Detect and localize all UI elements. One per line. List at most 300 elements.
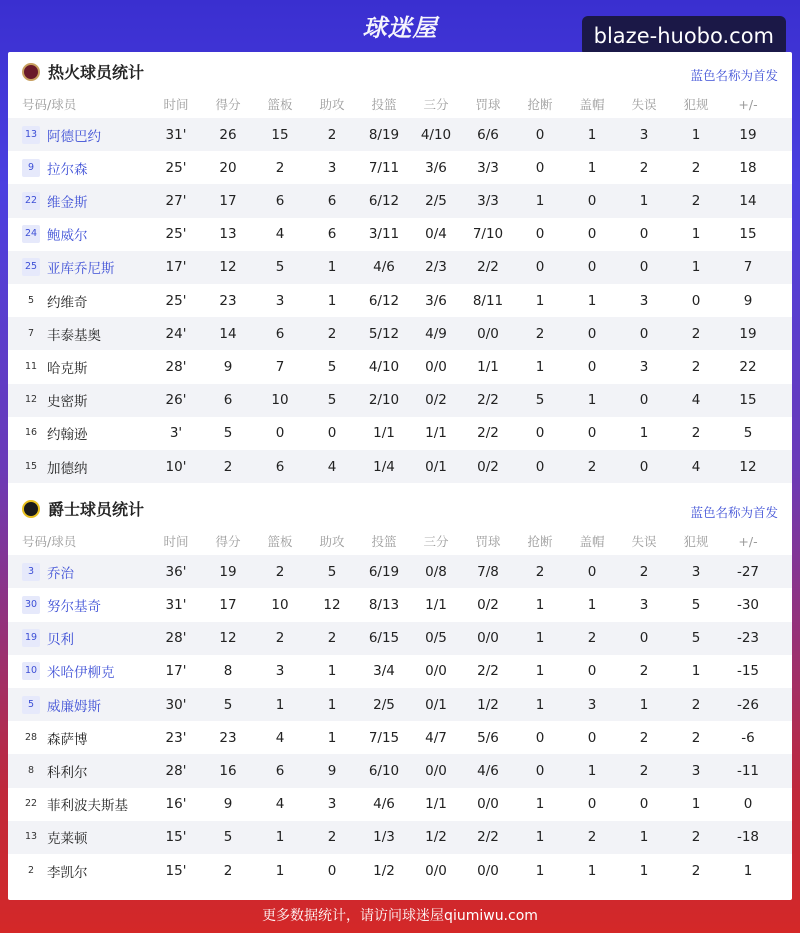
stat-cell: 1/2 — [425, 829, 447, 846]
stat-cell: 0 — [587, 796, 597, 813]
player-name[interactable]: 菲利波夫斯基 — [47, 798, 128, 815]
stat-cell: 18 — [739, 159, 757, 176]
table-row[interactable] — [8, 688, 792, 721]
team-section-header — [8, 54, 792, 88]
stat-cell: 5 — [275, 259, 285, 276]
stat-cell: 1 — [275, 696, 285, 713]
player-name[interactable]: 威廉姆斯 — [47, 698, 101, 715]
column-header[interactable]: 失误 — [631, 97, 657, 112]
stat-cell: 0/0 — [425, 358, 447, 375]
stat-cell: -26 — [736, 696, 760, 713]
stat-cell: 4/9 — [425, 325, 447, 342]
table-row[interactable] — [8, 821, 792, 854]
stat-cell: 0 — [639, 325, 649, 342]
stat-cell: -23 — [736, 630, 760, 647]
column-header[interactable]: 三分 — [423, 97, 449, 112]
stat-cell: 6/12 — [368, 292, 400, 309]
player-cell[interactable] — [8, 191, 150, 211]
stat-cell: 15' — [165, 862, 187, 879]
stat-cell: 6 — [223, 392, 233, 409]
stat-cell: 23' — [165, 729, 187, 746]
stat-cell: 4/6 — [373, 259, 395, 276]
stat-cell: 1 — [691, 796, 701, 813]
stat-cell: 15 — [739, 226, 757, 243]
stat-cell: -18 — [736, 829, 760, 846]
stat-cell: 1 — [327, 696, 337, 713]
stat-cell: 2 — [691, 325, 701, 342]
stat-cell: 13 — [219, 226, 237, 243]
player-name[interactable]: 维金斯 — [47, 194, 88, 211]
stat-cell: 0 — [587, 563, 597, 580]
stat-cell: 0 — [535, 729, 545, 746]
stats-card — [8, 52, 792, 900]
table-row[interactable] — [8, 788, 792, 821]
stat-cell: 2 — [691, 696, 701, 713]
stat-cell: 0 — [587, 425, 597, 442]
jersey-number: 30 — [22, 596, 40, 614]
starter-note: 蓝色名称为首发 — [690, 68, 778, 83]
stat-cell: 6/19 — [368, 563, 400, 580]
table-row[interactable] — [8, 588, 792, 621]
column-header[interactable]: 投篮 — [371, 97, 397, 112]
stat-cell: 1 — [587, 126, 597, 143]
stat-cell: 0/0 — [425, 663, 447, 680]
stat-cell: 2 — [587, 630, 597, 647]
stat-cell: 6 — [275, 762, 285, 779]
stat-cell: 2 — [639, 159, 649, 176]
table-row[interactable] — [8, 384, 792, 417]
player-cell[interactable] — [8, 861, 150, 881]
player-name[interactable]: 史密斯 — [47, 394, 88, 411]
jersey-number: 8 — [27, 764, 35, 776]
jersey-number: 13 — [24, 831, 38, 843]
stat-cell: 3/6 — [425, 159, 447, 176]
player-cell[interactable] — [8, 324, 150, 344]
stat-cell: 0/0 — [425, 862, 447, 879]
stat-cell: 17' — [165, 259, 187, 276]
stat-cell: 14 — [739, 192, 757, 209]
stat-cell: 5 — [223, 696, 233, 713]
stat-cell: 4/7 — [425, 729, 447, 746]
stat-cell: 0/4 — [425, 226, 447, 243]
stat-cell: -15 — [736, 663, 760, 680]
stat-cell: 3 — [275, 292, 285, 309]
stat-cell: 4 — [691, 458, 701, 475]
stat-cell: 2/2 — [477, 392, 499, 409]
column-header[interactable]: 抢断 — [527, 97, 553, 112]
stat-cell: 1 — [535, 292, 545, 309]
stat-cell: 25' — [165, 226, 187, 243]
stat-cell: 5 — [743, 425, 753, 442]
stat-cell: 1 — [691, 259, 701, 276]
column-header[interactable]: 盖帽 — [579, 97, 605, 112]
jersey-number: 15 — [24, 460, 38, 472]
stat-cell: 15' — [165, 829, 187, 846]
stat-cell: 1 — [327, 729, 337, 746]
player-name[interactable]: 努尔基奇 — [47, 598, 101, 615]
column-header[interactable]: 时间 — [163, 534, 189, 550]
stat-cell: 30' — [165, 696, 187, 713]
player-name[interactable]: 米哈伊柳克 — [47, 665, 115, 682]
jersey-number: 3 — [22, 563, 40, 581]
stat-cell: 2 — [691, 729, 701, 746]
player-cell[interactable] — [8, 158, 150, 178]
jersey-number: 5 — [22, 696, 40, 714]
table-row[interactable] — [8, 854, 792, 887]
stat-cell: 1 — [691, 226, 701, 243]
player-cell[interactable] — [8, 357, 150, 377]
player-name[interactable]: 科利尔 — [47, 764, 88, 781]
stat-cell: 0/0 — [477, 630, 499, 647]
stat-cell: 17 — [219, 596, 237, 613]
stat-cell: 3 — [691, 762, 701, 779]
stat-cell: 3 — [639, 292, 649, 309]
stat-cell: 15 — [739, 392, 757, 409]
stat-cell: 2 — [535, 325, 545, 342]
stat-cell: 0 — [587, 729, 597, 746]
stat-cell: 5/6 — [477, 729, 499, 746]
stat-cell: 6 — [275, 192, 285, 209]
stat-cell: 8/11 — [472, 292, 504, 309]
column-header[interactable]: 得分 — [215, 97, 241, 112]
player-name[interactable]: 约翰逊 — [47, 427, 88, 444]
column-header[interactable]: 得分 — [215, 534, 241, 550]
table-row[interactable] — [8, 251, 792, 284]
jersey-number: 19 — [22, 629, 40, 647]
stat-cell: 3 — [587, 696, 597, 713]
stat-cell: 31' — [165, 596, 187, 613]
stat-cell: 0 — [587, 325, 597, 342]
table-row[interactable] — [8, 151, 792, 184]
table-row[interactable] — [8, 721, 792, 754]
stat-cell: 2 — [223, 458, 233, 475]
stat-cell: 10' — [165, 458, 187, 475]
stat-cell: 5 — [691, 630, 701, 647]
player-cell[interactable] — [8, 390, 150, 410]
stat-cell: 2 — [691, 425, 701, 442]
stat-cell: 3/4 — [373, 663, 395, 680]
stat-cell: 2 — [639, 563, 649, 580]
stat-cell: 23 — [219, 729, 237, 746]
stat-cell: 2 — [691, 829, 701, 846]
column-header[interactable]: 篮板 — [267, 534, 293, 550]
column-header[interactable]: 号码/球员 — [22, 534, 77, 550]
column-header[interactable]: 抢断 — [527, 534, 553, 550]
jersey-number: 24 — [22, 225, 40, 243]
stat-cell: 1 — [327, 292, 337, 309]
stat-cell: 7/10 — [472, 226, 504, 243]
stat-cell: 1 — [691, 663, 701, 680]
stat-cell: 3 — [275, 663, 285, 680]
stat-cell: 2 — [327, 126, 337, 143]
stat-cell: 0 — [535, 762, 545, 779]
stat-cell: 24' — [165, 325, 187, 342]
table-row[interactable] — [8, 284, 792, 317]
stat-cell: 25' — [165, 159, 187, 176]
stat-cell: 15 — [271, 126, 289, 143]
stat-cell: 2/2 — [477, 829, 499, 846]
stat-cell: 4 — [691, 392, 701, 409]
stat-cell: 1 — [743, 862, 753, 879]
column-header[interactable]: 盖帽 — [579, 534, 605, 550]
stat-cell: 2/3 — [425, 259, 447, 276]
jersey-number: 2 — [27, 864, 35, 876]
table-row[interactable] — [8, 218, 792, 251]
player-name[interactable]: 加德纳 — [47, 460, 88, 477]
stat-cell: 2 — [587, 458, 597, 475]
table-row[interactable] — [8, 350, 792, 383]
stat-cell: 2/5 — [373, 696, 395, 713]
jersey-number: 11 — [24, 360, 38, 372]
stat-cell: 1/2 — [477, 696, 499, 713]
stat-cell: 16' — [165, 796, 187, 813]
player-cell[interactable] — [8, 761, 150, 781]
stat-cell: 3/11 — [368, 226, 400, 243]
stat-cell: 3 — [327, 159, 337, 176]
player-name[interactable]: 森萨博 — [47, 731, 88, 748]
stat-cell: 0/0 — [477, 325, 499, 342]
stat-cell: 0 — [587, 226, 597, 243]
player-cell[interactable] — [8, 827, 150, 847]
stat-cell: 1/2 — [373, 862, 395, 879]
stat-cell: 0 — [535, 159, 545, 176]
table-row[interactable] — [8, 118, 792, 151]
player-cell[interactable] — [8, 257, 150, 277]
table-row[interactable] — [8, 417, 792, 450]
column-header[interactable]: 助攻 — [319, 534, 345, 550]
stat-cell: 2 — [327, 829, 337, 846]
stat-cell: -11 — [736, 762, 760, 779]
stat-cell: 0 — [327, 425, 337, 442]
stat-cell: 3' — [169, 425, 183, 442]
stat-cell: 0 — [691, 292, 701, 309]
player-cell[interactable] — [8, 423, 150, 443]
player-cell[interactable] — [8, 562, 150, 582]
stat-cell: 5 — [691, 596, 701, 613]
stat-cell: 2/2 — [477, 259, 499, 276]
player-cell[interactable] — [8, 728, 150, 748]
stat-cell: 1 — [535, 796, 545, 813]
jersey-number: 22 — [24, 798, 38, 810]
player-cell[interactable] — [8, 291, 150, 311]
table-row[interactable] — [8, 450, 792, 483]
player-cell[interactable] — [8, 695, 150, 715]
starter-note: 蓝色名称为首发 — [690, 505, 778, 521]
stat-cell: 1 — [327, 259, 337, 276]
stat-cell: 0/2 — [477, 596, 499, 613]
player-name[interactable]: 乔治 — [47, 565, 74, 582]
team-section-header — [8, 491, 792, 525]
stat-cell: 1 — [275, 862, 285, 879]
stat-cell: -6 — [741, 729, 755, 746]
stat-cell: 6 — [327, 192, 337, 209]
stat-cell: 4 — [275, 729, 285, 746]
heat-logo-icon — [22, 63, 40, 81]
stat-cell: 1 — [587, 762, 597, 779]
stat-cell: 8 — [223, 663, 233, 680]
stat-cell: 8/19 — [368, 126, 400, 143]
stat-cell: 22 — [739, 358, 757, 375]
player-cell[interactable] — [8, 661, 150, 681]
player-name[interactable]: 约维奇 — [47, 294, 88, 311]
column-header[interactable]: 助攻 — [319, 97, 345, 112]
stat-cell: 2 — [587, 829, 597, 846]
stat-cell: 8/13 — [368, 596, 400, 613]
stat-cell: 2 — [327, 630, 337, 647]
stat-cell: 0 — [639, 226, 649, 243]
stat-cell: 4 — [275, 796, 285, 813]
stat-cell: 1/1 — [477, 358, 499, 375]
stat-cell: 5 — [327, 563, 337, 580]
stat-cell: 6/6 — [477, 126, 499, 143]
stat-cell: 1 — [639, 192, 649, 209]
column-header[interactable]: 三分 — [423, 534, 449, 550]
stat-cell: 31' — [165, 126, 187, 143]
stat-cell: 1 — [535, 630, 545, 647]
stat-cell: 25' — [165, 292, 187, 309]
player-cell[interactable] — [8, 457, 150, 477]
stat-cell: 4/10 — [368, 358, 400, 375]
stat-cell: 7 — [743, 259, 753, 276]
player-name[interactable]: 李凯尔 — [47, 864, 88, 881]
player-name[interactable]: 拉尔森 — [47, 161, 88, 178]
stat-cell: 19 — [739, 126, 757, 143]
stat-cell: 0/8 — [425, 563, 447, 580]
player-name[interactable]: 哈克斯 — [47, 360, 88, 377]
stat-cell: 0 — [639, 796, 649, 813]
player-cell[interactable] — [8, 595, 150, 615]
table-row[interactable] — [8, 622, 792, 655]
stat-cell: 4 — [327, 458, 337, 475]
table-row[interactable] — [8, 555, 792, 588]
stat-cell: 23 — [219, 292, 237, 309]
stat-cell: 4 — [275, 226, 285, 243]
player-cell[interactable] — [8, 224, 150, 244]
stat-cell: 1 — [535, 829, 545, 846]
player-name[interactable]: 鲍威尔 — [47, 228, 88, 245]
stat-cell: 4/6 — [477, 762, 499, 779]
column-header[interactable]: 犯规 — [683, 97, 709, 112]
player-name[interactable]: 亚库乔尼斯 — [47, 261, 115, 278]
stat-cell: 7 — [275, 358, 285, 375]
stat-cell: 0 — [639, 392, 649, 409]
stat-cell: 0 — [275, 425, 285, 442]
stat-cell: 9 — [743, 292, 753, 309]
stat-cell: 0/2 — [477, 458, 499, 475]
stat-cell: 19 — [219, 563, 237, 580]
stat-cell: 2/2 — [477, 425, 499, 442]
stat-cell: 0/1 — [425, 458, 447, 475]
player-name[interactable]: 丰泰基奥 — [47, 327, 101, 344]
player-cell[interactable] — [8, 125, 150, 145]
player-cell[interactable] — [8, 628, 150, 648]
stat-cell: 3 — [639, 358, 649, 375]
stat-cell: 2 — [639, 729, 649, 746]
stat-cell: 1 — [587, 596, 597, 613]
stat-cell: 10 — [271, 596, 289, 613]
stat-cell: 0 — [743, 796, 753, 813]
stat-cell: 0 — [535, 226, 545, 243]
stat-cell: 6/10 — [368, 762, 400, 779]
column-header[interactable]: 篮板 — [267, 97, 293, 112]
stat-cell: 3 — [691, 563, 701, 580]
team-title: 热火球员统计 — [48, 63, 145, 82]
table-row[interactable] — [8, 317, 792, 350]
column-header[interactable]: 失误 — [631, 534, 657, 550]
stat-cell: 0 — [535, 425, 545, 442]
column-header[interactable]: 投篮 — [371, 534, 397, 550]
column-header[interactable]: 犯规 — [683, 534, 709, 550]
stat-cell: 0 — [639, 458, 649, 475]
stat-cell: 27' — [165, 192, 187, 209]
stat-cell: 1 — [535, 192, 545, 209]
player-name[interactable]: 克莱顿 — [47, 831, 88, 848]
stat-cell: 6/12 — [368, 192, 400, 209]
column-header[interactable]: 罚球 — [475, 97, 501, 112]
stat-cell: 26 — [219, 126, 237, 143]
jersey-number: 16 — [24, 427, 38, 439]
stat-cell: 1 — [587, 392, 597, 409]
table-row[interactable] — [8, 184, 792, 217]
stat-cell: -30 — [736, 596, 760, 613]
jersey-number: 25 — [22, 258, 40, 276]
stat-cell: 0 — [587, 358, 597, 375]
stat-cell: 1 — [639, 425, 649, 442]
stat-cell: 2 — [535, 563, 545, 580]
stat-cell: 0/1 — [425, 696, 447, 713]
stat-cell: 10 — [271, 392, 289, 409]
column-header[interactable]: +/- — [738, 533, 758, 549]
stat-cell: -27 — [736, 563, 760, 580]
stat-cell: 7/15 — [368, 729, 400, 746]
stat-cell: 3/6 — [425, 292, 447, 309]
stat-cell: 1 — [535, 358, 545, 375]
jersey-number: 10 — [22, 662, 40, 680]
player-name[interactable]: 阿德巴约 — [47, 128, 101, 145]
table-row[interactable] — [8, 655, 792, 688]
stat-cell: 0 — [639, 630, 649, 647]
jersey-number: 28 — [24, 731, 38, 743]
stat-cell: 1 — [587, 292, 597, 309]
team-title: 爵士球员统计 — [48, 500, 145, 520]
column-header[interactable]: +/- — [738, 96, 758, 112]
stat-cell: 0 — [587, 663, 597, 680]
footer-text[interactable]: 更多数据统计，请访问球迷屋qiumiwu.com — [262, 908, 538, 924]
stat-cell: 0/0 — [477, 796, 499, 813]
stat-cell: 26' — [165, 392, 187, 409]
stat-cell: 5 — [223, 829, 233, 846]
stat-cell: 6 — [275, 325, 285, 342]
column-header[interactable]: 时间 — [163, 97, 189, 112]
player-cell[interactable] — [8, 794, 150, 814]
stat-cell: 1 — [535, 862, 545, 879]
jazz-logo-icon — [22, 500, 40, 518]
brand-logo: 球迷屋 — [362, 14, 438, 42]
stat-cell: 4/10 — [420, 126, 452, 143]
table-row[interactable] — [8, 754, 792, 787]
stat-cell: 1 — [639, 862, 649, 879]
stat-cell: 1 — [535, 596, 545, 613]
stat-cell: 0/2 — [425, 392, 447, 409]
stat-cell: 3/3 — [477, 192, 499, 209]
column-header[interactable]: 罚球 — [475, 534, 501, 550]
stat-cell: 2 — [327, 325, 337, 342]
column-header[interactable]: 号码/球员 — [22, 97, 77, 112]
player-name[interactable]: 贝利 — [47, 632, 74, 649]
stat-cell: 2/5 — [425, 192, 447, 209]
stat-cell: 6/15 — [368, 630, 400, 647]
stat-cell: 2 — [691, 159, 701, 176]
